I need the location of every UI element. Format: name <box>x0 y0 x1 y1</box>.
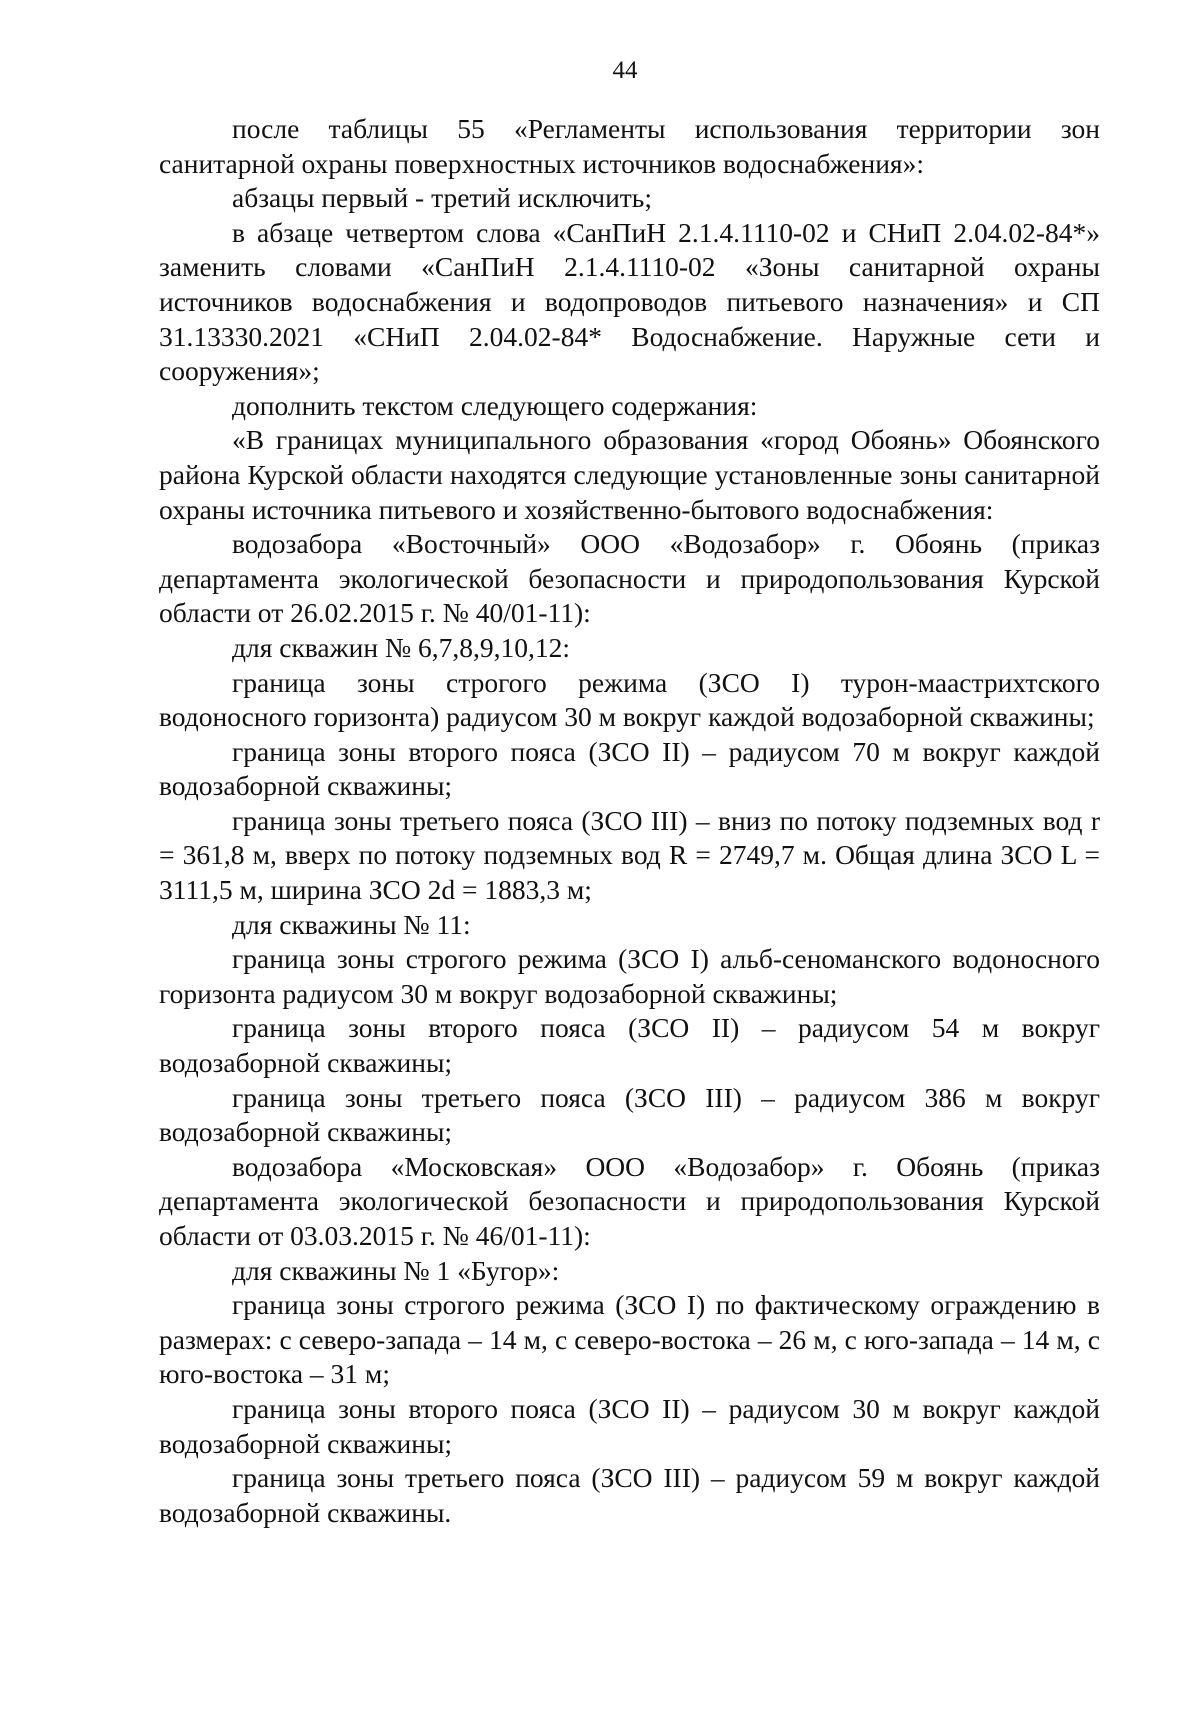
paragraph: после таблицы 55 «Регламенты использования территории зон санитарной охраны поверхностных источников водоснабжения»: <box>159 113 1100 179</box>
paragraph: для скважины № 11: <box>232 908 471 940</box>
paragraph: «В границах муниципального образования «город Обоянь» Обоянского района Курской области находятся следующие установленные зоны санитарной охраны источника питьевого и хозяйственно-бытового водоснабжения: <box>159 424 1100 525</box>
paragraph: граница зоны третьего пояса (ЗСО III) – вниз по потоку подземных вод r = 361,8 м, вверх по потоку подземных вод R = 2749,7 м. Общая длина ЗСО L = 3111,5 м, ширина ЗСО 2d = 1883,3 м; <box>159 804 1100 906</box>
paragraph: абзацы первый - третий исключить; <box>232 182 652 214</box>
page-number: 44 <box>612 57 638 84</box>
paragraph: водозабора «Московская» ООО «Водозабор» г. Обоянь (приказ департамента экологической безопасности и природопользования Курской области от 03.03.2015 г. № 46/01-11): <box>159 1150 1100 1251</box>
paragraph: граница зоны третьего пояса (ЗСО III) – радиусом 59 м вокруг каждой водозаборной скважины. <box>159 1462 1100 1528</box>
paragraph: для скважин № 6,7,8,9,10,12: <box>232 631 571 663</box>
paragraph: для скважины № 1 «Бугор»: <box>232 1254 560 1286</box>
paragraph: граница зоны строгого режима (ЗСО I) альб-сеноманского водоносного горизонта радиусом 30 м вокруг водозаборной скважины; <box>159 943 1100 1009</box>
paragraph: граница зоны третьего пояса (ЗСО III) – радиусом 386 м вокруг водозаборной скважины; <box>159 1081 1100 1148</box>
paragraph: граница зоны строгого режима (ЗСО I) турон-маастрихтского водоносного горизонта) радиусом 30 м вокруг каждой водозаборной скважины; <box>159 666 1100 733</box>
paragraph: в абзаце четвертом слова «СанПиН 2.1.4.1110-02 и СНиП 2.04.02-84*» заменить словами «СанПиН 2.1.4.1110-02 «Зоны санитарной охраны источников водоснабжения и водопроводов питьевого назначения» и СП 31.13330.2021 «СНиП 2.04.02-84* Водоснабжение. Наружные сети и сооружения»; <box>159 216 1100 387</box>
paragraph: граница зоны второго пояса (ЗСО II) – радиусом 54 м вокруг водозаборной скважины; <box>159 1012 1100 1079</box>
document-body <box>159 112 1100 1530</box>
paragraph: граница зоны строгого режима (ЗСО I) по фактическому ограждению в размерах: с северо-запада – 14 м, с северо-востока – 26 м, с юго-запада – 14 м, с юго-востока – 31 м; <box>159 1289 1100 1390</box>
paragraph: дополнить текстом следующего содержания: <box>232 389 758 421</box>
paragraph: граница зоны второго пояса (ЗСО II) – радиусом 70 м вокруг каждой водозаборной скважины; <box>159 735 1100 802</box>
paragraph: граница зоны второго пояса (ЗСО II) – радиусом 30 м вокруг каждой водозаборной скважины; <box>159 1392 1100 1459</box>
paragraph: водозабора «Восточный» ООО «Водозабор» г. Обоянь (приказ департамента экологической безопасности и природопользования Курской области от 26.02.2015 г. № 40/01-11): <box>159 528 1100 629</box>
